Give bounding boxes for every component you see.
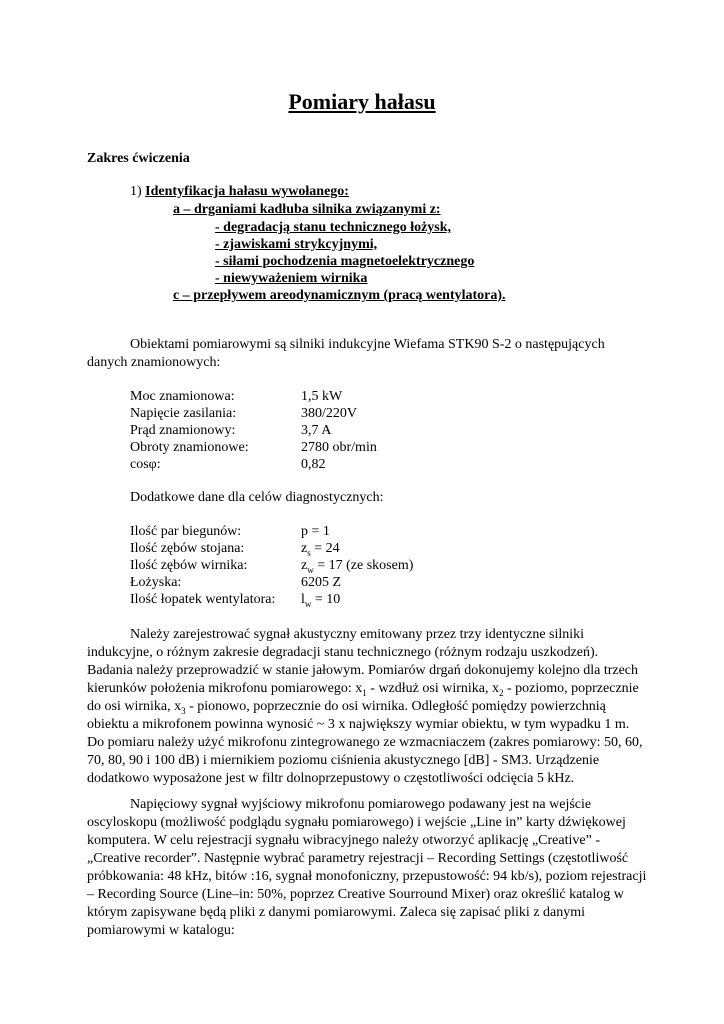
diag-value: 6205 Z — [301, 575, 342, 590]
intro-paragraph — [87, 336, 647, 372]
paragraph-text: Należy zarejestrować sygnał akustyczny emitowany przez trzy identyczne silniki indukcyjne, o różnym zakresie degradacji stanu technicznego (różnym rodzaju uszkodzeń). Badania należy przeprowadzić w stanie jałowym. Pomiarów drgań dokonujemy kolejno dla trzech kierunków położenia mikrofonu pomiarowego: x — [87, 627, 639, 696]
diag-label: Ilość zębów wirnika: — [130, 558, 248, 573]
outline-item-1-text: Identyfikacja hałasu wywołanego: — [145, 184, 349, 199]
outline-subitem: - zjawiskami strykcyjnymi, — [215, 237, 378, 252]
outline-item-1-number: 1) — [130, 184, 146, 199]
rating-value: 3,7 A — [301, 423, 332, 438]
diag-value: $z_s = 24$ — [301, 541, 340, 558]
page-title: Pomiary hałasu — [288, 89, 436, 114]
outline-item-c: c – przepływem areodynamicznym (pracą wentylatora). — [173, 288, 506, 303]
rating-label: cosφ: — [130, 457, 161, 472]
rating-label: Obroty znamionowe: — [130, 440, 249, 455]
diag-label: Ilość par biegunów: — [130, 524, 242, 539]
rating-value: 1,5 kW — [301, 389, 343, 404]
rating-value: 380/220V — [301, 406, 357, 421]
paragraph-text: Napięciowy sygnał wyjściowy mikrofonu pomiarowego podawany jest na wejście oscyloskopu (możliwość podglądu sygnału pomiarowego) i wejście „Line in” karty dźwiękowej komputera. W celu rejestracji sygnału wibracyjnego należy otworzyć aplikację „Creative” - „Creative recorder”. Następnie wybrać parametry rejestracji – Recording Settings (częstotliwość próbkowania: 48 kHz, bitów :16, sygnał monofoniczny, przepustowość: 94 kb/s), poziom rejestracji – Recording Source (Line–in: 50%, poprzez Creative Sourround Mixer) oraz określić katalog w którym zapisywane będą pliki z danymi pomiarowymi. Zaleca się zapisać pliki z danymi pomiarowymi w katalogu: — [87, 797, 647, 938]
diag-label: Łożyska: — [130, 575, 182, 590]
diag-value: p = 1 — [301, 524, 330, 539]
rating-label: Moc znamionowa: — [130, 389, 235, 404]
outline-subitem: - niewyważeniem wirnika — [215, 271, 368, 286]
rating-value: 0,82 — [301, 457, 326, 472]
outline-subitem: - siłami pochodzenia magnetoelektrycznego — [215, 254, 475, 269]
rating-label: Napięcie zasilania: — [130, 406, 237, 421]
diag-value: $z_w = 17$ (ze skosem) — [301, 558, 414, 575]
diag-value: $l_w = 10$ — [301, 592, 341, 609]
rating-label: Prąd znamionowy: — [130, 423, 236, 438]
recording-paragraph — [87, 796, 647, 940]
diag-label: Ilość zębów stojana: — [130, 541, 245, 556]
outline-item-1 — [130, 183, 349, 201]
measurement-paragraph: Należy zarejestrować sygnał akustyczny emitowany przez trzy identyczne silniki indukcyjne, o różnym zakresie degradacji stanu technicznego (różnym rodzaju uszkodzeń). Badania należy przeprowadzić w stanie jałowym. Pomiarów drgań dokonujemy kolejno dla trzech kierunków położenia mikrofonu pomiarowego: $x_1$ - wzdłuż osi wirnika, $x_2$ - poziomo, poprzecznie do osi wirnika, $x_3$ - pionowo, poprzecznie do osi wirnika. Odległość pomiędzy powierzchnią obiektu a mikrofonem powinna wynosić ~ 3 x największy wymiar obiektu, w tym wypadku 1 m. Do pomiaru należy użyć mikrofonu zintegrowanego ze wzmacniaczem (zakres pomiarowy: 50, 60, 70, 80, 90 i 100 dB) i miernikiem poziomu ciśnienia akustycznego [dB] - SM3. Urządzenie dodatkowo wyposażone jest w filtr dolnoprzepustowy o częstotliwości odcięcia 5 kHz. — [87, 627, 643, 786]
diagnostic-heading: Dodatkowe dane dla celów diagnostycznych: — [130, 490, 384, 505]
diag-label: Ilość łopatek wentylatora: — [130, 592, 276, 607]
outline-subitem: - degradacją stanu technicznego łożysk, — [215, 220, 452, 235]
intro-paragraph-text: Obiektami pomiarowymi są silniki indukcyjne Wiefama STK90 S-2 o następujących danych znamionowych: — [87, 337, 605, 370]
rating-value: 2780 obr/min — [301, 440, 377, 455]
outline-item-a: a – drganiami kadłuba silnika związanymi z: — [173, 202, 441, 217]
section-heading: Zakres ćwiczenia — [87, 151, 190, 166]
